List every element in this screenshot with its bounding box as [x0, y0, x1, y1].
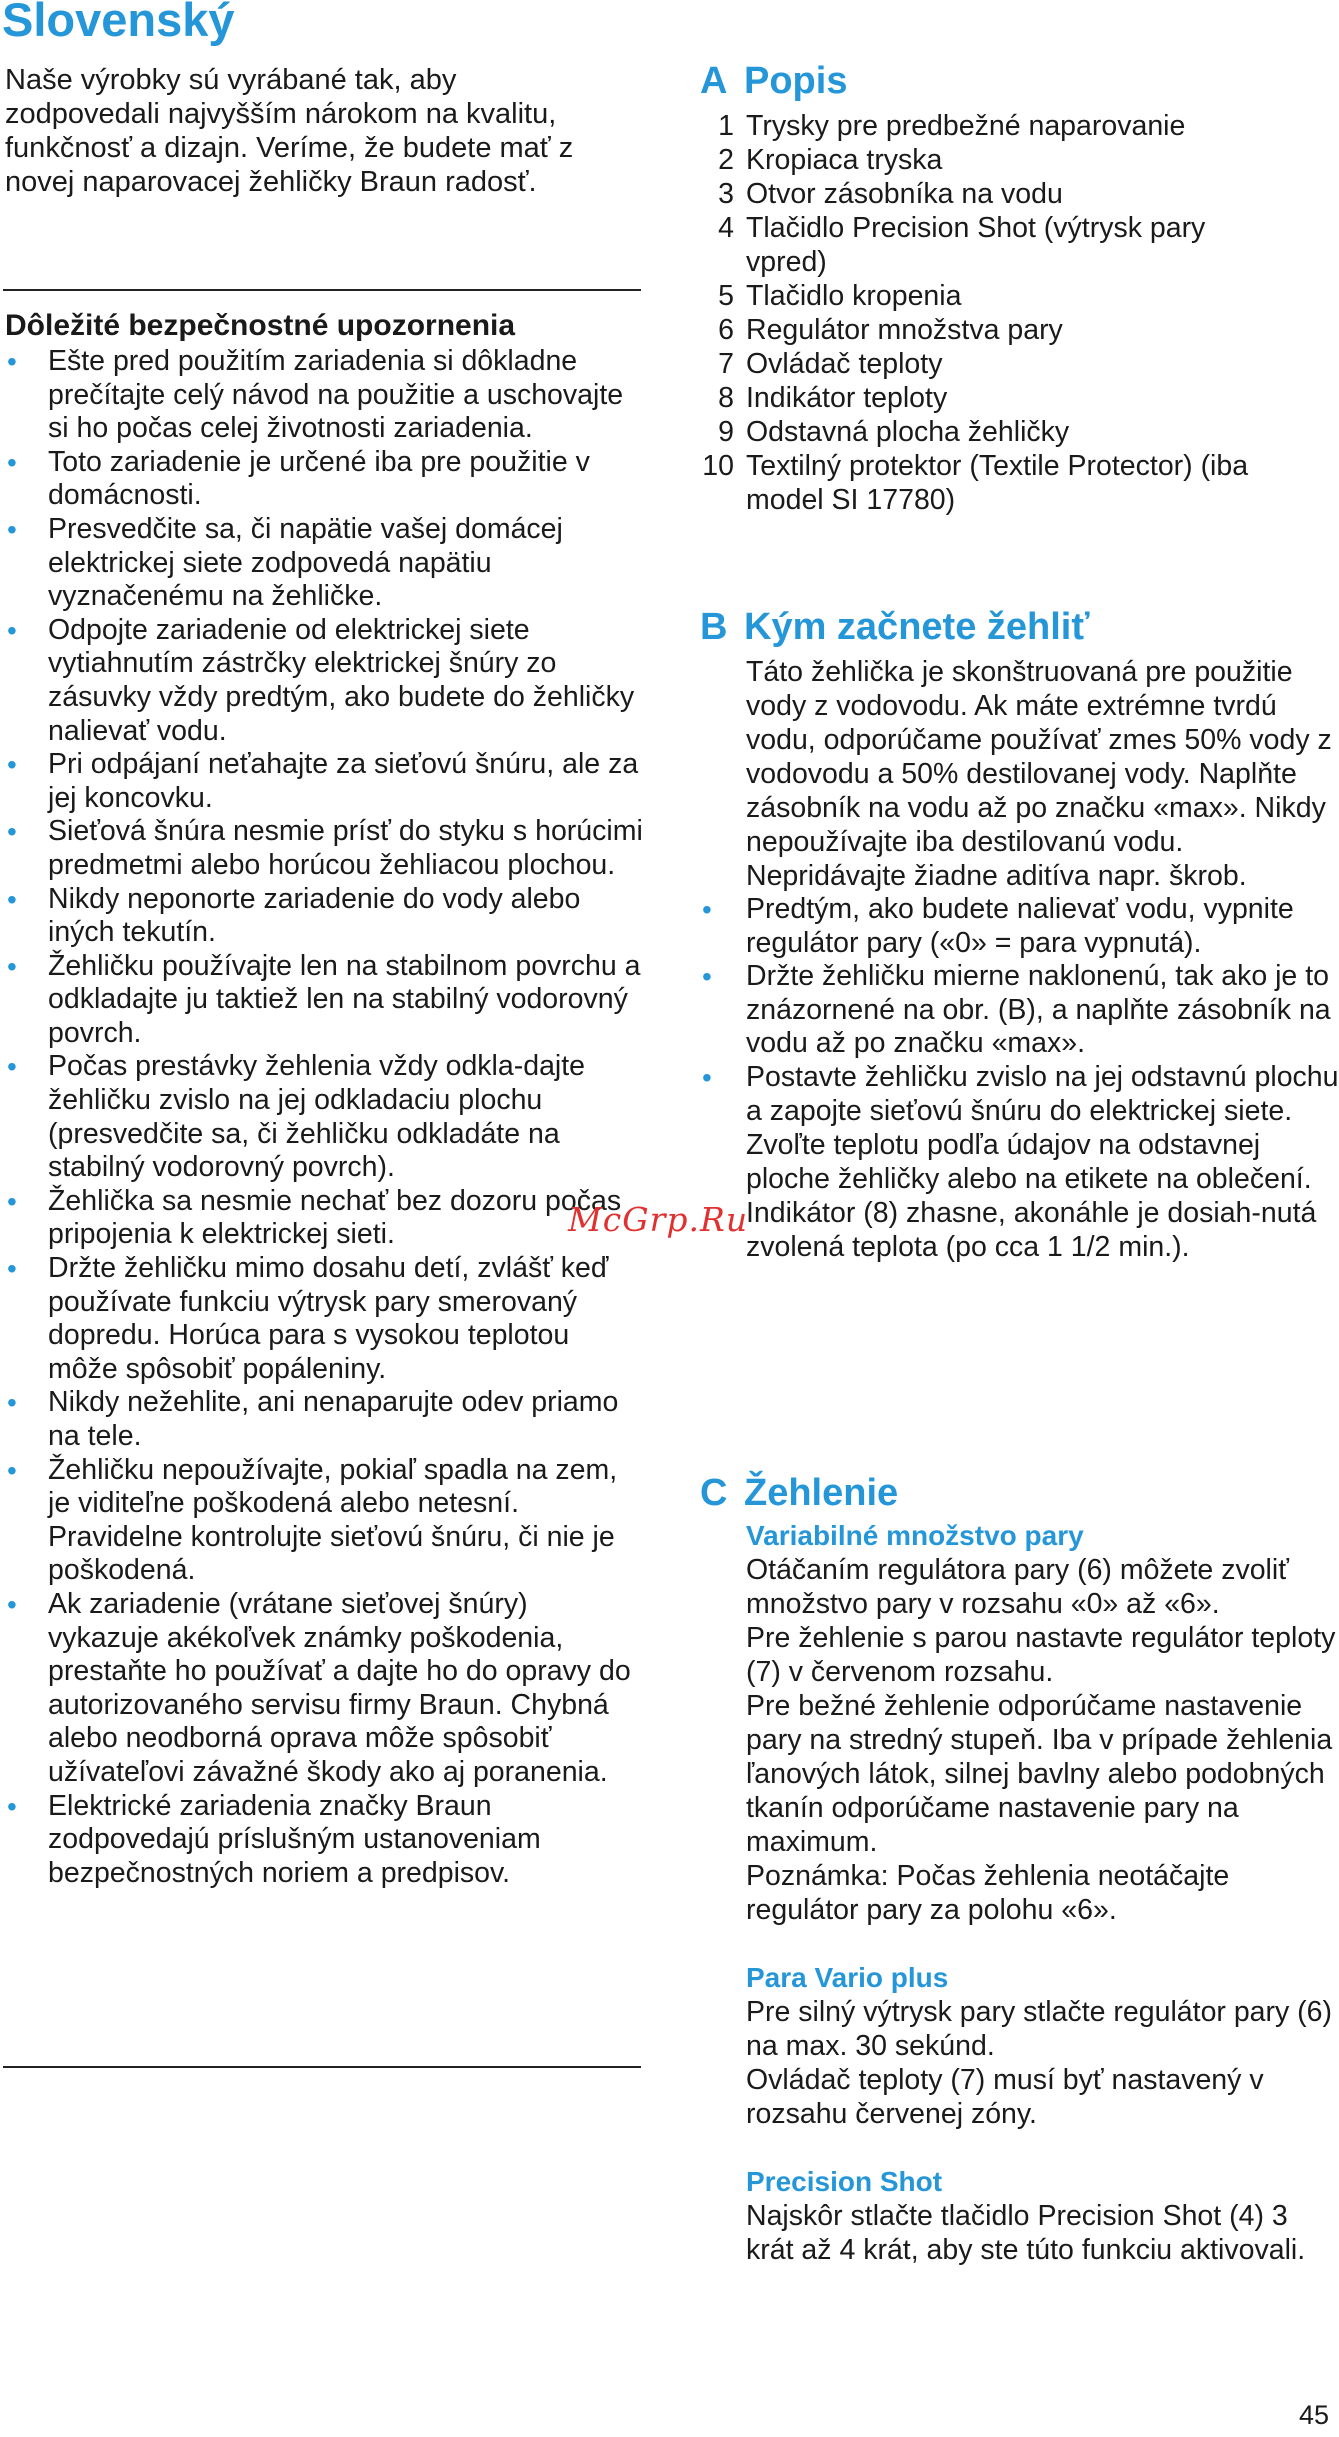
page-title: Slovenský [2, 0, 235, 46]
intro-text: Naše výrobky sú vyrábané tak, aby zodpovedali najvyšším nárokom na kvalitu, funkčnosť a dizajn. Veríme, že budete mať z novej naparovacej žehličky Braun radosť. [5, 64, 574, 198]
safety-title: Dôležité bezpečnostné upozornenia [5, 309, 516, 342]
list-item: • Nikdy nežehlite, ani nenaparujte odev priamo na tele. [5, 1386, 645, 1453]
list-item: • Ak zariadenie (vrátane sieťovej šnúry) vykazuje akékoľvek známky poškodenia, prestaňte ho používať a dajte ho do opravy do autorizovaného servisu firmy Braun. Chybná alebo neodborná oprava môže spôsobiť užívateľovi závažné škody ako aj poranenia. [5, 1588, 645, 1790]
section-c-heading [700, 1472, 1339, 1515]
list-item: • Držte žehličku mimo dosahu detí, zvlášť keď používate funkciu výtrysk pary smerovaný dopredu. Horúca para s vysokou teplotou môže spôsobiť popáleniny. [5, 1252, 645, 1386]
part-number: 9 [718, 416, 734, 448]
list-item [700, 109, 1339, 143]
section-c-paragraph: Najskôr stlačte tlačidlo Precision Shot (4) 3 krát až 4 krát, aby ste túto funkciu aktivovali. [746, 2200, 1306, 2266]
safety-section [5, 307, 645, 1890]
list-item [700, 177, 1339, 211]
list-item: • Žehličku používajte len na stabilnom povrchu a odkladajte ju taktiež len na stabilný vodorovný povrch. [5, 950, 645, 1051]
part-label: Textilný protektor (Textile Protector) (iba model SI 17780) [746, 450, 1249, 516]
part-number: 5 [718, 280, 734, 312]
section-b-paragraph: Indikátor (8) zhasne, akonáhle je dosiah-nutá zvolená teplota (po cca 1 1/2 min.). [746, 1197, 1317, 1264]
list-item: • Pri odpájaní neťahajte za sieťovú šnúru, ale za jej koncovku. [5, 748, 645, 815]
divider-bottom [3, 2066, 641, 2068]
section-title: Kým začnete žehliť [744, 606, 1090, 648]
part-number: 3 [718, 178, 734, 210]
list-item: • Postavte žehličku zvislo na jej odstavnú plochu a zapojte sieťovú šnúru do elektrickej siete. [700, 1061, 1339, 1128]
section-c-paragraph: Pre silný výtrysk pary stlačte regulátor pary (6) na max. 30 sekúnd. [746, 1996, 1333, 2062]
section-letter: A [700, 60, 728, 102]
divider-top [3, 289, 641, 291]
section-letter: C [700, 1472, 728, 1514]
section-c-paragraph: Pre bežné žehlenie odporúčame nastavenie pary na stredný stupeň. Iba v prípade žehlenia ľanových látok, silnej bavlny alebo podobných tkanín odporúčame nastavenie pary na maximum. [746, 1690, 1333, 1858]
part-number: 10 [702, 450, 734, 482]
parts-list [700, 109, 1339, 517]
part-number: 6 [718, 314, 734, 346]
section-b-heading [700, 606, 1339, 649]
list-item [700, 313, 1339, 347]
part-label: Indikátor teploty [746, 382, 948, 414]
part-number: 8 [718, 382, 734, 414]
subsection-title: Variabilné množstvo pary [746, 1520, 1084, 1551]
subsection-title: Precision Shot [746, 2166, 943, 2197]
list-item: • Ešte pred použitím zariadenia si dôkladne prečítajte celý návod na použitie a uschovajte si ho počas celej životnosti zariadenia. [5, 345, 645, 446]
section-title: Popis [744, 60, 848, 102]
part-number: 1 [718, 110, 734, 142]
list-item: • Presvedčite sa, či napätie vašej domácej elektrickej siete zodpovedá napätiu vyznačenému na žehličke. [5, 513, 645, 614]
list-item: • Toto zariadenie je určené iba pre použitie v domácnosti. [5, 446, 645, 513]
part-label: Tlačidlo Precision Shot (výtrysk pary vpred) [746, 212, 1206, 278]
list-item: • Sieťová šnúra nesmie prísť do styku s horúcimi predmetmi alebo horúcou žehliacou plochou. [5, 815, 645, 882]
part-number: 7 [718, 348, 734, 380]
list-item [700, 347, 1339, 381]
section-c-paragraph: Otáčaním regulátora pary (6) môžete zvoliť množstvo pary v rozsahu «0» až «6». [746, 1554, 1289, 1620]
list-item [700, 449, 1339, 517]
list-item: • Žehličku nepoužívajte, pokiaľ spadla na zem, je viditeľne poškodená alebo netesní. Pravidelne kontrolujte sieťovú šnúru, či nie je poškodená. [5, 1454, 645, 1588]
section-c [700, 1472, 1339, 2267]
intro-block [5, 63, 643, 199]
safety-list [5, 345, 645, 1890]
list-item: • Nikdy neponorte zariadenie do vody alebo iných tekutín. [5, 883, 645, 950]
list-item: • Predtým, ako budete nalievať vodu, vypnite regulátor pary («0» = para vypnutá). [700, 893, 1339, 960]
list-item [700, 381, 1339, 415]
section-c-paragraph: Poznámka: Počas žehlenia neotáčajte regulátor pary za polohu «6». [746, 1860, 1230, 1926]
list-item [700, 211, 1339, 279]
list-item [700, 143, 1339, 177]
list-item: • Žehlička sa nesmie nechať bez dozoru počas pripojenia k elektrickej sieti. [5, 1185, 645, 1252]
part-label: Trysky pre predbežné naparovanie [746, 110, 1186, 142]
part-number: 2 [718, 144, 734, 176]
watermark: McGrp.Ru [568, 1200, 749, 1239]
section-letter: B [700, 606, 728, 648]
part-label: Kropiaca tryska [746, 144, 943, 176]
list-item: • Držte žehličku mierne naklonenú, tak ako je to znázornené na obr. (B), a naplňte zásobník na vodu až po značku «max». [700, 960, 1339, 1061]
part-label: Ovládač teploty [746, 348, 943, 380]
section-b [700, 606, 1339, 1264]
part-label: Odstavná plocha žehličky [746, 416, 1070, 448]
section-b-paragraph: Zvoľte teplotu podľa údajov na odstavnej ploche žehličky alebo na etikete na oblečení. [746, 1129, 1312, 1196]
section-c-paragraph: Ovládač teploty (7) musí byť nastavený v rozsahu červenej zóny. [746, 2064, 1264, 2130]
subsection-title: Para Vario plus [746, 1962, 949, 1993]
page-number: 45 [1298, 2400, 1329, 2430]
section-c-paragraph: Pre žehlenie s parou nastavte regulátor teploty (7) v červenom rozsahu. [746, 1622, 1336, 1688]
section-b-list [700, 893, 1339, 1128]
section-a [700, 60, 1339, 517]
part-number: 4 [718, 212, 734, 244]
list-item [700, 415, 1339, 449]
list-item: • Počas prestávky žehlenia vždy odkla-dajte žehličku zvislo na jej odkladaciu plochu (presvedčite sa, či žehličku odkladáte na stabilný vodorovný povrch). [5, 1050, 645, 1184]
list-item: • Odpojte zariadenie od elektrickej siete vytiahnutím zástrčky elektrickej šnúry zo zásuvky vždy predtým, ako budete do žehličky nalievať vodu. [5, 614, 645, 748]
section-title: Žehlenie [744, 1472, 899, 1514]
section-a-heading [700, 60, 1339, 103]
part-label: Tlačidlo kropenia [746, 280, 962, 312]
section-b-intro: Táto žehlička je skonštruovaná pre použitie vody z vodovodu. Ak máte extrémne tvrdú vodu, odporúčame používať zmes 50% vody z vodovodu a 50% destilovanej vody. Naplňte zásobník na vodu až po značku «max». Nikdy nepoužívajte iba destilovanú vodu. Nepridávajte žiadne aditíva napr. škrob. [746, 656, 1332, 892]
list-item [700, 279, 1339, 313]
list-item: • Elektrické zariadenia značky Braun zodpovedajú príslušným ustanoveniam bezpečnostných noriem a predpisov. [5, 1790, 645, 1891]
part-label: Regulátor množstva pary [746, 314, 1063, 346]
part-label: Otvor zásobníka na vodu [746, 178, 1063, 210]
